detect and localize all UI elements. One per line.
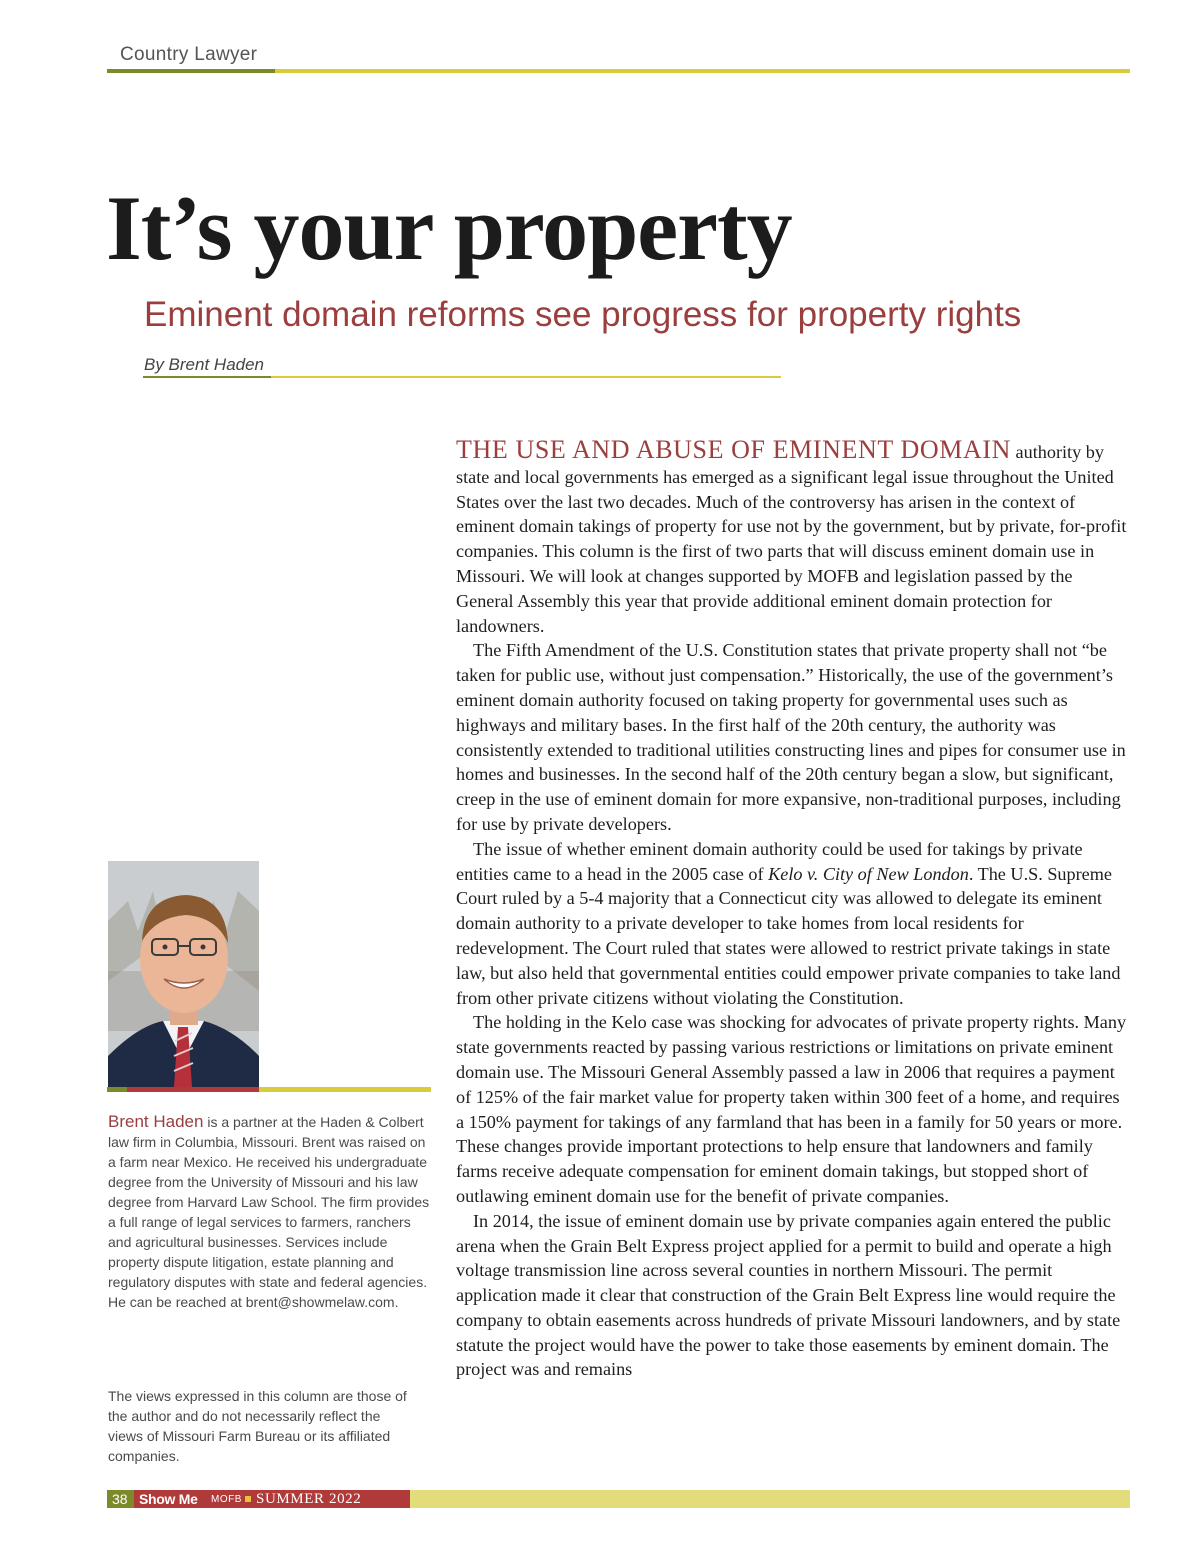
header-rule-accent bbox=[107, 69, 275, 73]
header-rule bbox=[275, 69, 1130, 73]
issue-label: SUMMER 2022 bbox=[256, 1491, 362, 1507]
photo-rule-green bbox=[107, 1087, 127, 1092]
section-label: Country Lawyer bbox=[120, 44, 258, 65]
author-photo bbox=[108, 861, 259, 1087]
byline: By Brent Haden bbox=[144, 355, 265, 374]
author-bio bbox=[108, 1112, 433, 1312]
paragraph-1 bbox=[456, 435, 1128, 638]
disclaimer: The views expressed in this column are those of the author and do not necessarily reflect the views of Missouri Farm Bureau or its affiliated companies. bbox=[108, 1388, 407, 1464]
author-bio-text: is a partner at the Haden & Colbert law firm in Columbia, Missouri. Brent was raised on a farm near Mexico. He received his undergraduate degree from the University of Missouri and his law degree from Harvard Law School. The firm provides a full range of legal services to farmers, ranchers and agricultural businesses. Services include property dispute litigation, estate planning and regulatory disputes with state and federal agencies. He can be reached at brent@showmelaw.com. bbox=[108, 1114, 430, 1310]
byline-rule-accent bbox=[143, 376, 271, 378]
paragraph-3-text-a: The issue of whether eminent domain authority could be used for takings by private entities came to a head in the 2005 case of bbox=[456, 838, 1083, 884]
footer-square-icon bbox=[245, 1496, 251, 1502]
article-subtitle: Eminent domain reforms see progress for property rights bbox=[144, 295, 1022, 334]
paragraph-1-text: authority by state and local governments has emerged as a significant legal issue throughout the United States over the last two decades. Much of the controversy has arisen in the context of eminent domain takings of property for use not by the government, but by private, for-profit companies. This column is the first of two parts that will discuss eminent domain use in Missouri. We will look at changes supported by MOFB and legislation passed by the General Assembly this year that provide additional eminent domain protection for landowners. bbox=[456, 442, 1127, 636]
paragraph-3-text-b: . The U.S. Supreme Court ruled by a 5-4 majority that a Connecticut city was allowed to delegate its eminent domain authority to a private developer to take homes from local residents for redevelopment. The Court ruled that states were allowed to restrict private takings in state law, but also held that governmental entities could empower private companies to take land from other private citizens without violating the Constitution. bbox=[456, 863, 1121, 1008]
paragraph-5: In 2014, the issue of eminent domain use by private companies again entered the public arena when the Grain Belt Express project applied for a permit to build and operate a high voltage transmission line across several counties in northern Missouri. The permit application made it clear that construction of the Grain Belt Express line would require the company to obtain easements across hundreds of private Missouri landowners, and by state statute the project would have the power to take those easements by eminent domain. The project was and remains bbox=[456, 1210, 1121, 1380]
lead-in: THE USE AND ABUSE OF EMINENT DOMAIN bbox=[456, 435, 1011, 464]
footer-bar-yellow bbox=[410, 1490, 1130, 1508]
article-body bbox=[456, 435, 1128, 1382]
byline-rule bbox=[271, 376, 781, 378]
magazine-brand: Show Me bbox=[139, 1491, 198, 1507]
photo-rule-yellow bbox=[259, 1087, 431, 1092]
organization-label: MOFB bbox=[211, 1494, 242, 1505]
paragraph-4: The holding in the Kelo case was shocking for advocates of private property rights. Many state governments reacted by passing various restrictions or limitations on private eminent domain use. The Missouri General Assembly passed a law in 2006 that requires a payment of 125% of the fair market value for property taken within 300 feet of a home, and requires a 150% payment for takings of any farmland that has been in a family for 50 years or more. These changes provide important protections to help ensure that landowners and family farms receive adequate compensation for eminent domain takings, but stopped short of outlawing eminent domain use for the benefit of private companies. bbox=[456, 1012, 1127, 1206]
case-name: Kelo v. City of New London bbox=[768, 863, 969, 884]
article-title: It’s your property bbox=[106, 177, 792, 279]
paragraph-2: The Fifth Amendment of the U.S. Constitution states that private property shall not “be taken for public use, without just compensation.” Historically, the use of the government’s eminent domain authority focused on taking property for governmental uses such as highways and military bases. In the first half of the 20th century, the authority was consistently extended to traditional utilities constructing lines and pipes for consumer use in homes and businesses. In the second half of the 20th century began a slow, but significant, creep in the use of eminent domain for more expansive, non-traditional purposes, including for use by private developers. bbox=[456, 640, 1126, 834]
author-name: Brent Haden bbox=[108, 1112, 204, 1131]
paragraph-3 bbox=[456, 837, 1128, 1011]
photo-rule-red bbox=[127, 1087, 259, 1092]
page-number: 38 bbox=[112, 1491, 128, 1507]
